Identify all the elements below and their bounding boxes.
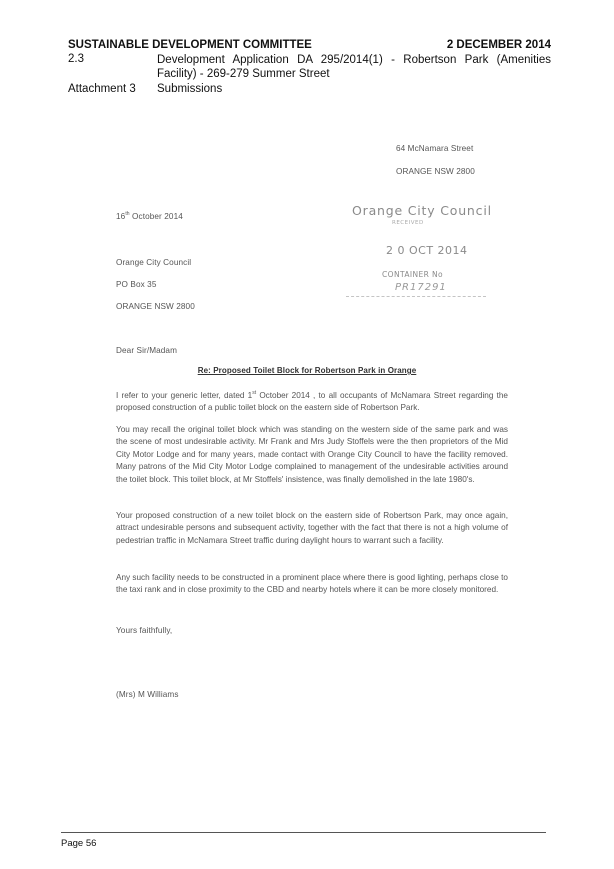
paragraph-1-sup: st <box>252 390 257 396</box>
recipient-box: PO Box 35 <box>116 280 157 289</box>
stamp-received: RECEIVED <box>392 220 424 226</box>
paragraph-1-a: I refer to your generic letter, dated 1 <box>116 391 253 400</box>
letter-date-suffix: th <box>125 211 130 217</box>
stamp-date: 2 0 OCT 2014 <box>386 244 468 257</box>
meeting-date: 2 DECEMBER 2014 <box>446 39 551 51</box>
salutation: Dear Sir/Madam <box>116 346 178 355</box>
signature-name: (Mrs) M Williams <box>116 690 179 699</box>
letter-date-day: 16 <box>116 212 126 221</box>
recipient-city: ORANGE NSW 2800 <box>116 302 195 311</box>
footer-rule <box>61 832 546 833</box>
item-title: Development Application DA 295/2014(1) - Robertson Park (Amenities Facility) - 269-279 Summer Street <box>157 54 551 80</box>
letter-date <box>116 211 183 221</box>
stamp-underline <box>346 296 486 297</box>
page-number: Page 56 <box>61 838 97 849</box>
committee-name: SUSTAINABLE DEVELOPMENT COMMITTEE <box>68 39 312 51</box>
attachment-title: Submissions <box>157 83 223 95</box>
paragraph-1-b: October 2014 , to all occupants of McNamara Street regarding the proposed construction of a public toilet block on the eastern side of Robertson Park. <box>116 391 508 413</box>
paragraph-2: You may recall the original toilet block which was standing on the western side of the same park and was the scene of most undesirable activity. Mr Frank and Mrs Judy Stoffels were the then proprietors of the Mid City Motor Lodge and for many years, made contact with Orange City Council to have the facility removed. Many patrons of the Mid City Motor Lodge complained to management of the undesirable activities around the toilet block. This toilet block, at Mr Stoffels' insistence, was finally demolished in the late 1980's. <box>116 425 508 484</box>
paragraph-3: Your proposed construction of a new toilet block on the eastern side of Robertson Park, may once again, attract undesirable persons and subsequent activity, together with the fact that there is not a high volume of pedestrian traffic in McNamara Street traffic during daylight hours to warrant such a facility. <box>116 511 508 545</box>
paragraph-4: Any such facility needs to be constructed in a prominent place where there is good lighting, perhaps close to the taxi rank and in close proximity to the CBD and nearby hotels where it can be more closely monitored. <box>116 573 508 595</box>
stamp-org: Orange City Council <box>352 203 492 218</box>
sender-street: 64 McNamara Street <box>396 144 474 153</box>
closing: Yours faithfully, <box>116 626 173 635</box>
paragraph-1 <box>116 387 508 415</box>
item-number: 2.3 <box>68 53 84 65</box>
stamp-container-label: CONTAINER No <box>382 270 444 279</box>
sender-city: ORANGE NSW 2800 <box>396 167 475 176</box>
recipient-org: Orange City Council <box>116 258 192 267</box>
stamp-container-number: PR17291 <box>395 282 447 293</box>
letter-date-rest: October 2014 <box>129 212 183 221</box>
attachment-label: Attachment 3 <box>68 83 136 95</box>
letter-subject: Re: Proposed Toilet Block for Robertson Park in Orange <box>197 366 417 375</box>
